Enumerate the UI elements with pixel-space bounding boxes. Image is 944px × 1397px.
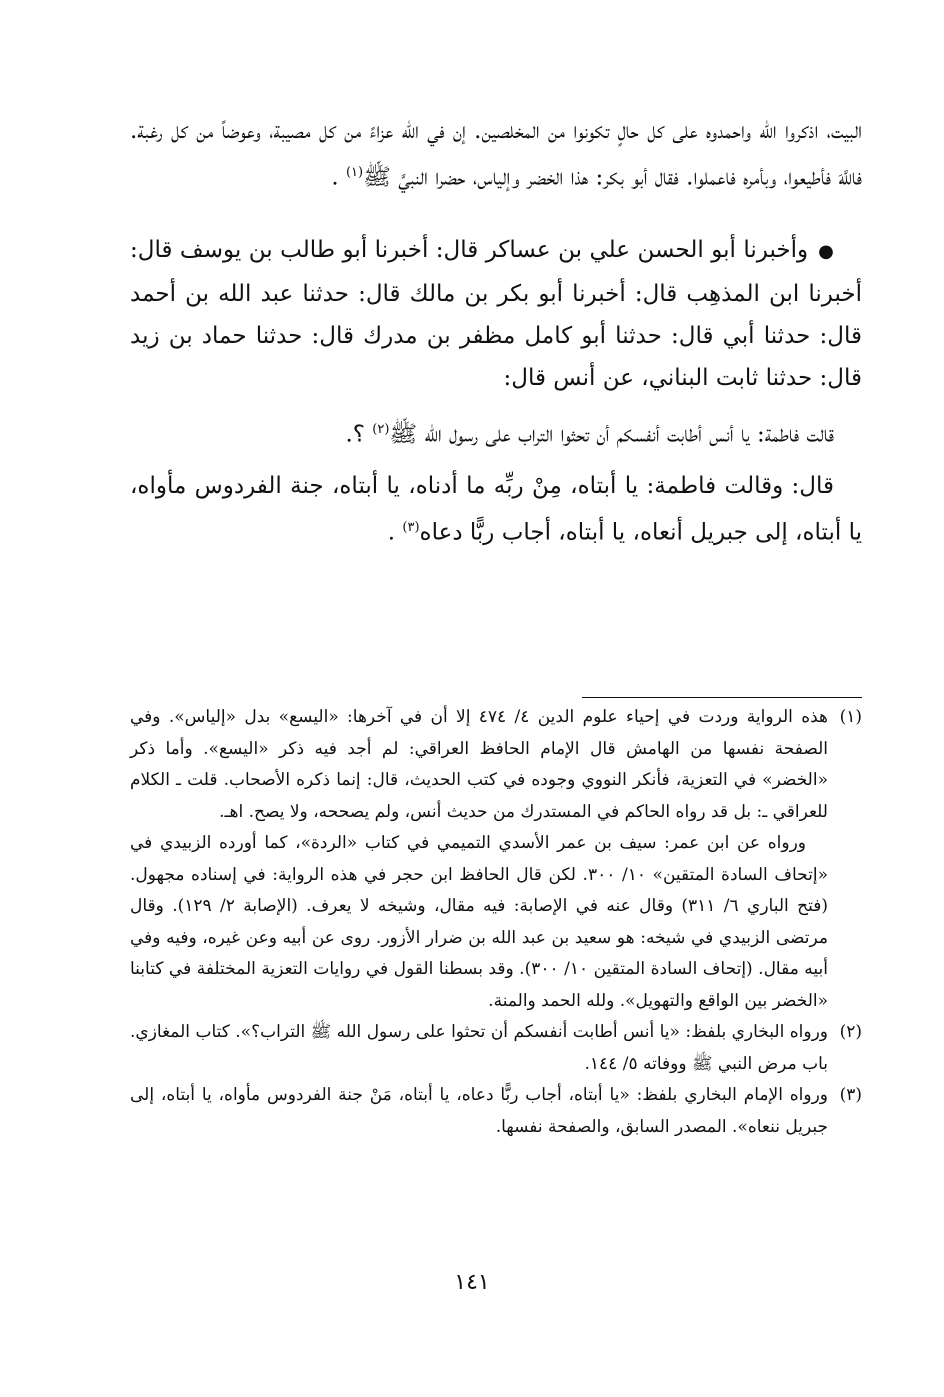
- footnote-ref-1: (١): [345, 165, 364, 180]
- footnote-2: [130, 1017, 862, 1080]
- main-text: [130, 110, 862, 554]
- footnote-text: ورواه البخاري بلفظ: «يا أنس أطابت أنفسكم أن تحثوا على رسول الله ﷺ التراب؟». كتاب المغازي. باب مرض النبي ﷺ ووفاته ٥/ ١٤٤.: [130, 1022, 828, 1074]
- footnote-ref-3: (٣): [402, 520, 420, 536]
- bullet-icon: ●: [818, 240, 834, 262]
- paragraph-4: قال: وقالت فاطمة: يا أبتاه، مِنْ ربِّه ما أدناه، يا أبتاه، جنة الفردوس مأواه، يا أبتاه، إلى جبريل أنعاه، يا أبتاه، أجاب ربًّا دعاه$^{(٣)}$ .: [130, 473, 862, 546]
- footnote-1-continuation: ورواه عن ابن عمر: سيف بن عمر الأسدي التميمي في كتاب «الردة»، كما أورده الزبيدي في «إتحاف السادة المتقين» ١٠/ ٣٠٠. لكن قال الحافظ ابن حجر في هذه الرواية: في إسناده مجهول. (فتح الباري ٦/ ٣١١) وقال عنه في الإصابة: فيه مقال، وشيخه لا يعرف. (الإصابة ٢/ ١٢٩). وقال مرتضى الزبيدي في شيخه: هو سعيد بن عبد الله بن ضرار الأزور. روى عن أبيه وعن غيره، وفيه وفي أبيه مقال. (إتحاف السادة المتقين ١٠/ ٣٠٠). وقد بسطنا القول في روايات التعزية المختلفة في كتابنا «الخضر بين الواقع والتهويل». ولله الحمد والمنة.: [130, 833, 828, 1011]
- paragraph-2: ●وأخبرنا أبو الحسن علي بن عساكر قال: أخبرنا أبو طالب بن يوسف قال: أخبرنا ابن المذهِب قال: أخبرنا أبو بكر بن مالك قال: حدثنا عبد الله بن أحمد قال: حدثنا أبي قال: حدثنا أبو كامل مظفر بن مدرك قال: حدثنا حماد بن زيد قال: حدثنا ثابت البناني، عن أنس قال:: [130, 236, 862, 391]
- footnote-divider: [582, 697, 862, 698]
- footnotes: [130, 702, 862, 1143]
- footnote-3: [130, 1080, 862, 1143]
- footnote-text: هذه الرواية وردت في إحياء علوم الدين ٤/ ٤٧٤ إلا أن في آخرها: «اليسع» بدل «إلياس». وفي الصفحة نفسها من الهامش قال الإمام الحافظ العراقي: لم أجد فيه ذكر «اليسع». وأما ذكر «الخضر» في التعزية، فأنكر النووي وجوده في كتب الحديث، قال: إنما ذكره الأصحاب. قلت ـ الكلام للعراقي ـ: بل قد رواه الحاكم في المستدرك من حديث أنس، ولم يصححه، ولا يصح. اهـ.: [130, 707, 828, 822]
- footnote-number: (٢): [839, 1022, 862, 1042]
- footnote-number: (٣): [839, 1085, 862, 1105]
- footnote-ref-2: (٢): [372, 421, 390, 437]
- footnote-1: [130, 702, 862, 828]
- paragraph-3: قالت فاطمة: يا أنس أطابت أنفسكم أن تحثوا التراب على رسول الله ﷺ$^{(٢)}$ ؟.: [345, 421, 834, 448]
- page-number: ١٤١: [454, 1270, 490, 1295]
- paragraph-1: البيت، اذكروا الله واحمدوه على كل حالٍ تكونوا من المخلصين. إن في الله عزاءً من كل مصيبة، وعوضاً من كل رغبة. فاللَّهَ فأطيعوا، وبأمره فاعملوا. فقال أبو بكر: هذا الخضر وإلياس، حضرا النبيَّ ﷺ$^{(١)}$ .: [130, 118, 862, 191]
- footnote-text: ورواه الإمام البخاري بلفظ: «يا أبتاه، أجاب ربًّا دعاه، يا أبتاه، مَنْ جنة الفردوس مأواه، يا أبتاه، إلى جبريل ننعاه». المصدر السابق، والصفحة نفسها.: [130, 1085, 828, 1137]
- footnote-number: (١): [839, 707, 862, 727]
